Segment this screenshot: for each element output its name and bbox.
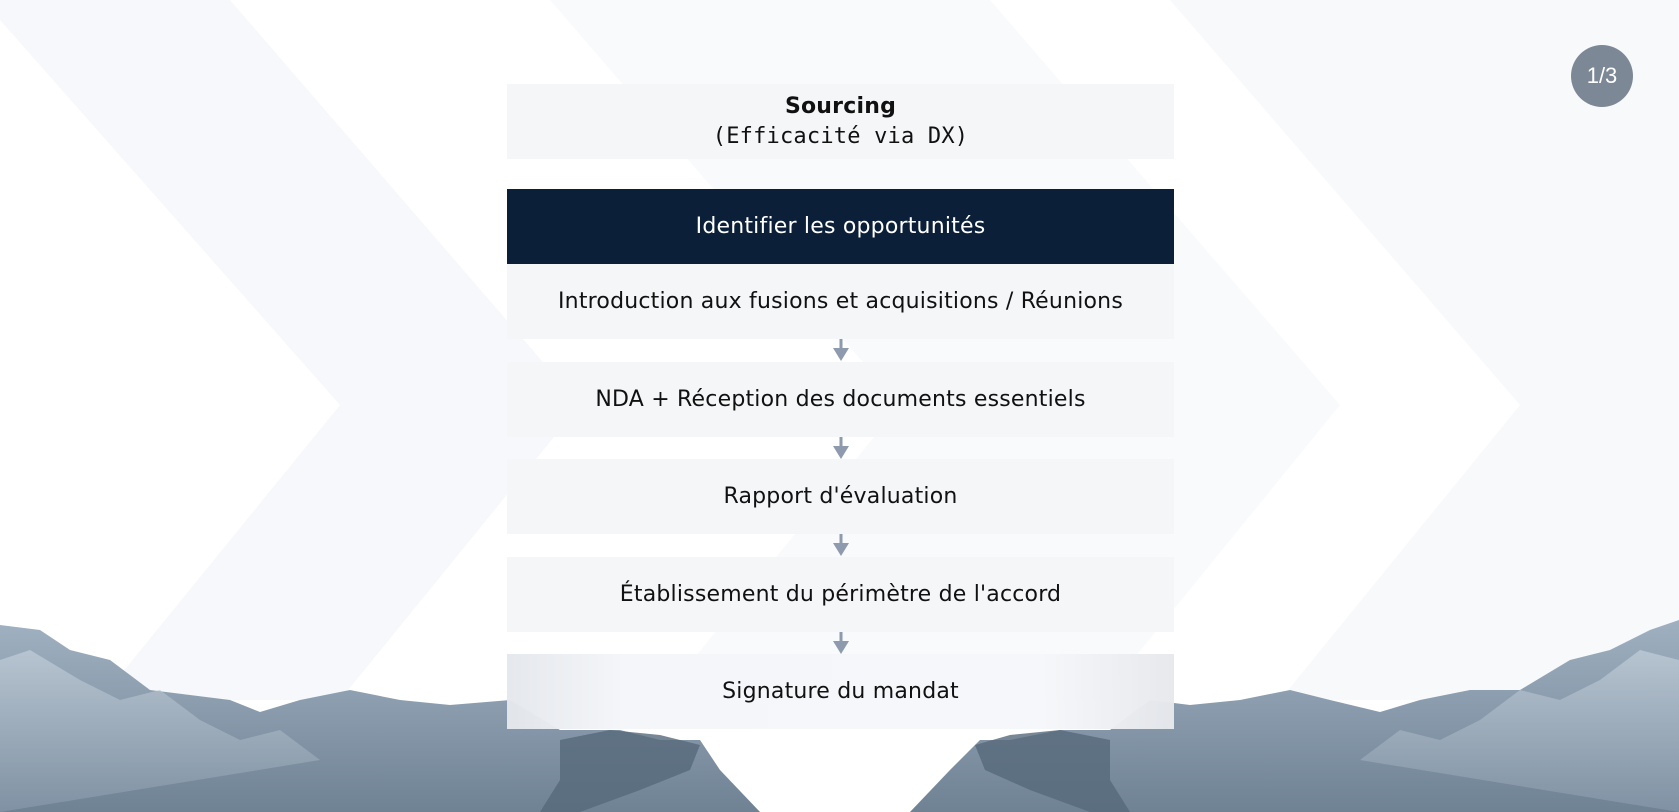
highlight-box [507,189,1174,264]
step-label: NDA + Réception des documents essentiels [595,387,1086,412]
highlight-label: Identifier les opportunités [695,214,986,239]
step-box [507,264,1174,339]
chevron-left-shape [0,0,580,700]
header-title: Sourcing [784,93,897,119]
header-box [507,84,1174,159]
step-label: Établissement du périmètre de l'accord [619,582,1062,607]
header-subtitle: (Efficacité via DX) [712,123,969,149]
step-label: Signature du mandat [722,679,959,704]
step-box [507,654,1174,729]
step-label: Rapport d'évaluation [723,484,958,509]
arrow-down-icon [833,437,849,459]
arrow-down-icon [833,339,849,361]
step-box [507,459,1174,534]
page-indicator[interactable]: 1/3 [1571,45,1633,107]
arrow-down-icon [833,534,849,556]
arrow-down-icon [833,632,849,654]
step-box [507,557,1174,632]
step-label: Introduction aux fusions et acquisitions / Réunions [557,289,1123,314]
step-box [507,362,1174,437]
